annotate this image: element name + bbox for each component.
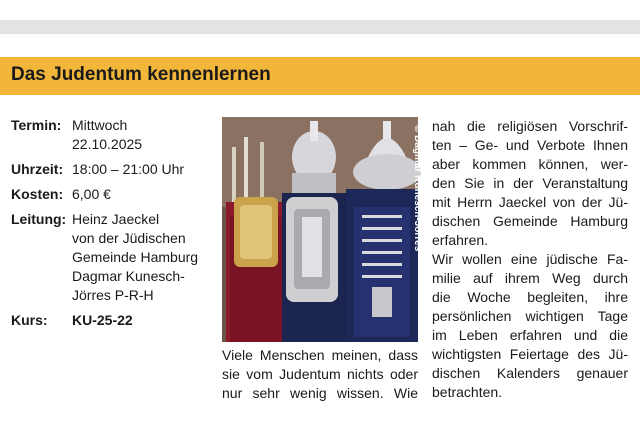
- text-line: ten – Ge- und Verbote Ihnen: [432, 137, 628, 153]
- text-line: im Leben erfahren und die: [432, 327, 628, 343]
- leitung-line: von der Jüdischen: [72, 230, 186, 246]
- description-text: [432, 117, 628, 402]
- leitung-row: [11, 210, 211, 305]
- leitung-line: Jörres P-R-H: [72, 287, 154, 303]
- kurs-value: KU-25-22: [72, 312, 133, 328]
- text-line: wichtigsten Feiertage des Jü-: [432, 346, 628, 362]
- leitung-line: Gemeinde Hamburg: [72, 249, 199, 265]
- kosten-label: Kosten:: [11, 186, 64, 202]
- leitung-label: Leitung:: [11, 211, 67, 227]
- torah-scrolls-photo: [222, 117, 423, 342]
- kurs-row: [11, 311, 211, 330]
- uhrzeit-label: Uhrzeit:: [11, 161, 64, 177]
- page-title: Das Judentum kennenlernen: [11, 64, 271, 85]
- kosten-row: [11, 185, 211, 204]
- text-line: mit Herrn Jaeckel von der Jü-: [432, 194, 628, 210]
- text-line: den Sie in der Veranstaltung: [432, 175, 628, 191]
- text-line: nur sehr wenig wissen. Wie: [222, 385, 418, 401]
- text-line: persönlichen wichtigen Tage: [432, 308, 628, 324]
- termin-row: [11, 116, 211, 154]
- leitung-value: [72, 210, 211, 305]
- text-line: die Woche begleiten, ihre: [432, 289, 628, 305]
- text-line: erfahren.: [432, 232, 489, 248]
- text-line: betrachten.: [432, 384, 503, 400]
- leitung-line: Heinz Jaeckel: [72, 211, 160, 227]
- kosten-value: 6,00 €: [72, 186, 111, 202]
- text-line: Wir wollen eine jüdische Fa-: [432, 251, 628, 267]
- uhrzeit-value: 18:00 – 21:00 Uhr: [72, 161, 185, 177]
- top-divider-bar: [0, 20, 640, 34]
- text-line: aber kommen können, wer-: [432, 156, 628, 172]
- title-banner: [0, 57, 640, 95]
- leitung-line: Dagmar Kunesch-: [72, 268, 185, 284]
- event-info: [11, 116, 211, 336]
- kurs-label: Kurs:: [11, 312, 48, 328]
- text-line: nah die religiösen Vorschrif-: [432, 118, 628, 134]
- termin-date: 22.10.2025: [72, 136, 143, 152]
- termin-day: Mittwoch: [72, 117, 128, 133]
- text-line: dischen Kalenders genauer: [432, 365, 628, 381]
- termin-value: [72, 116, 211, 154]
- intro-text: [222, 346, 418, 403]
- text-line: milie auf ihrem Weg durch: [432, 270, 628, 286]
- text-line: sie vom Judentum nichts oder: [222, 366, 418, 382]
- uhrzeit-row: [11, 160, 211, 179]
- text-line: Viele Menschen meinen, dass: [222, 347, 418, 363]
- photo-credit: © Dagmar Kunesch-Jörres: [412, 125, 423, 252]
- text-line: dischen Gemeinde Hamburg: [432, 213, 628, 229]
- termin-label: Termin:: [11, 117, 62, 133]
- torah-scrolls-illustration: [222, 117, 423, 342]
